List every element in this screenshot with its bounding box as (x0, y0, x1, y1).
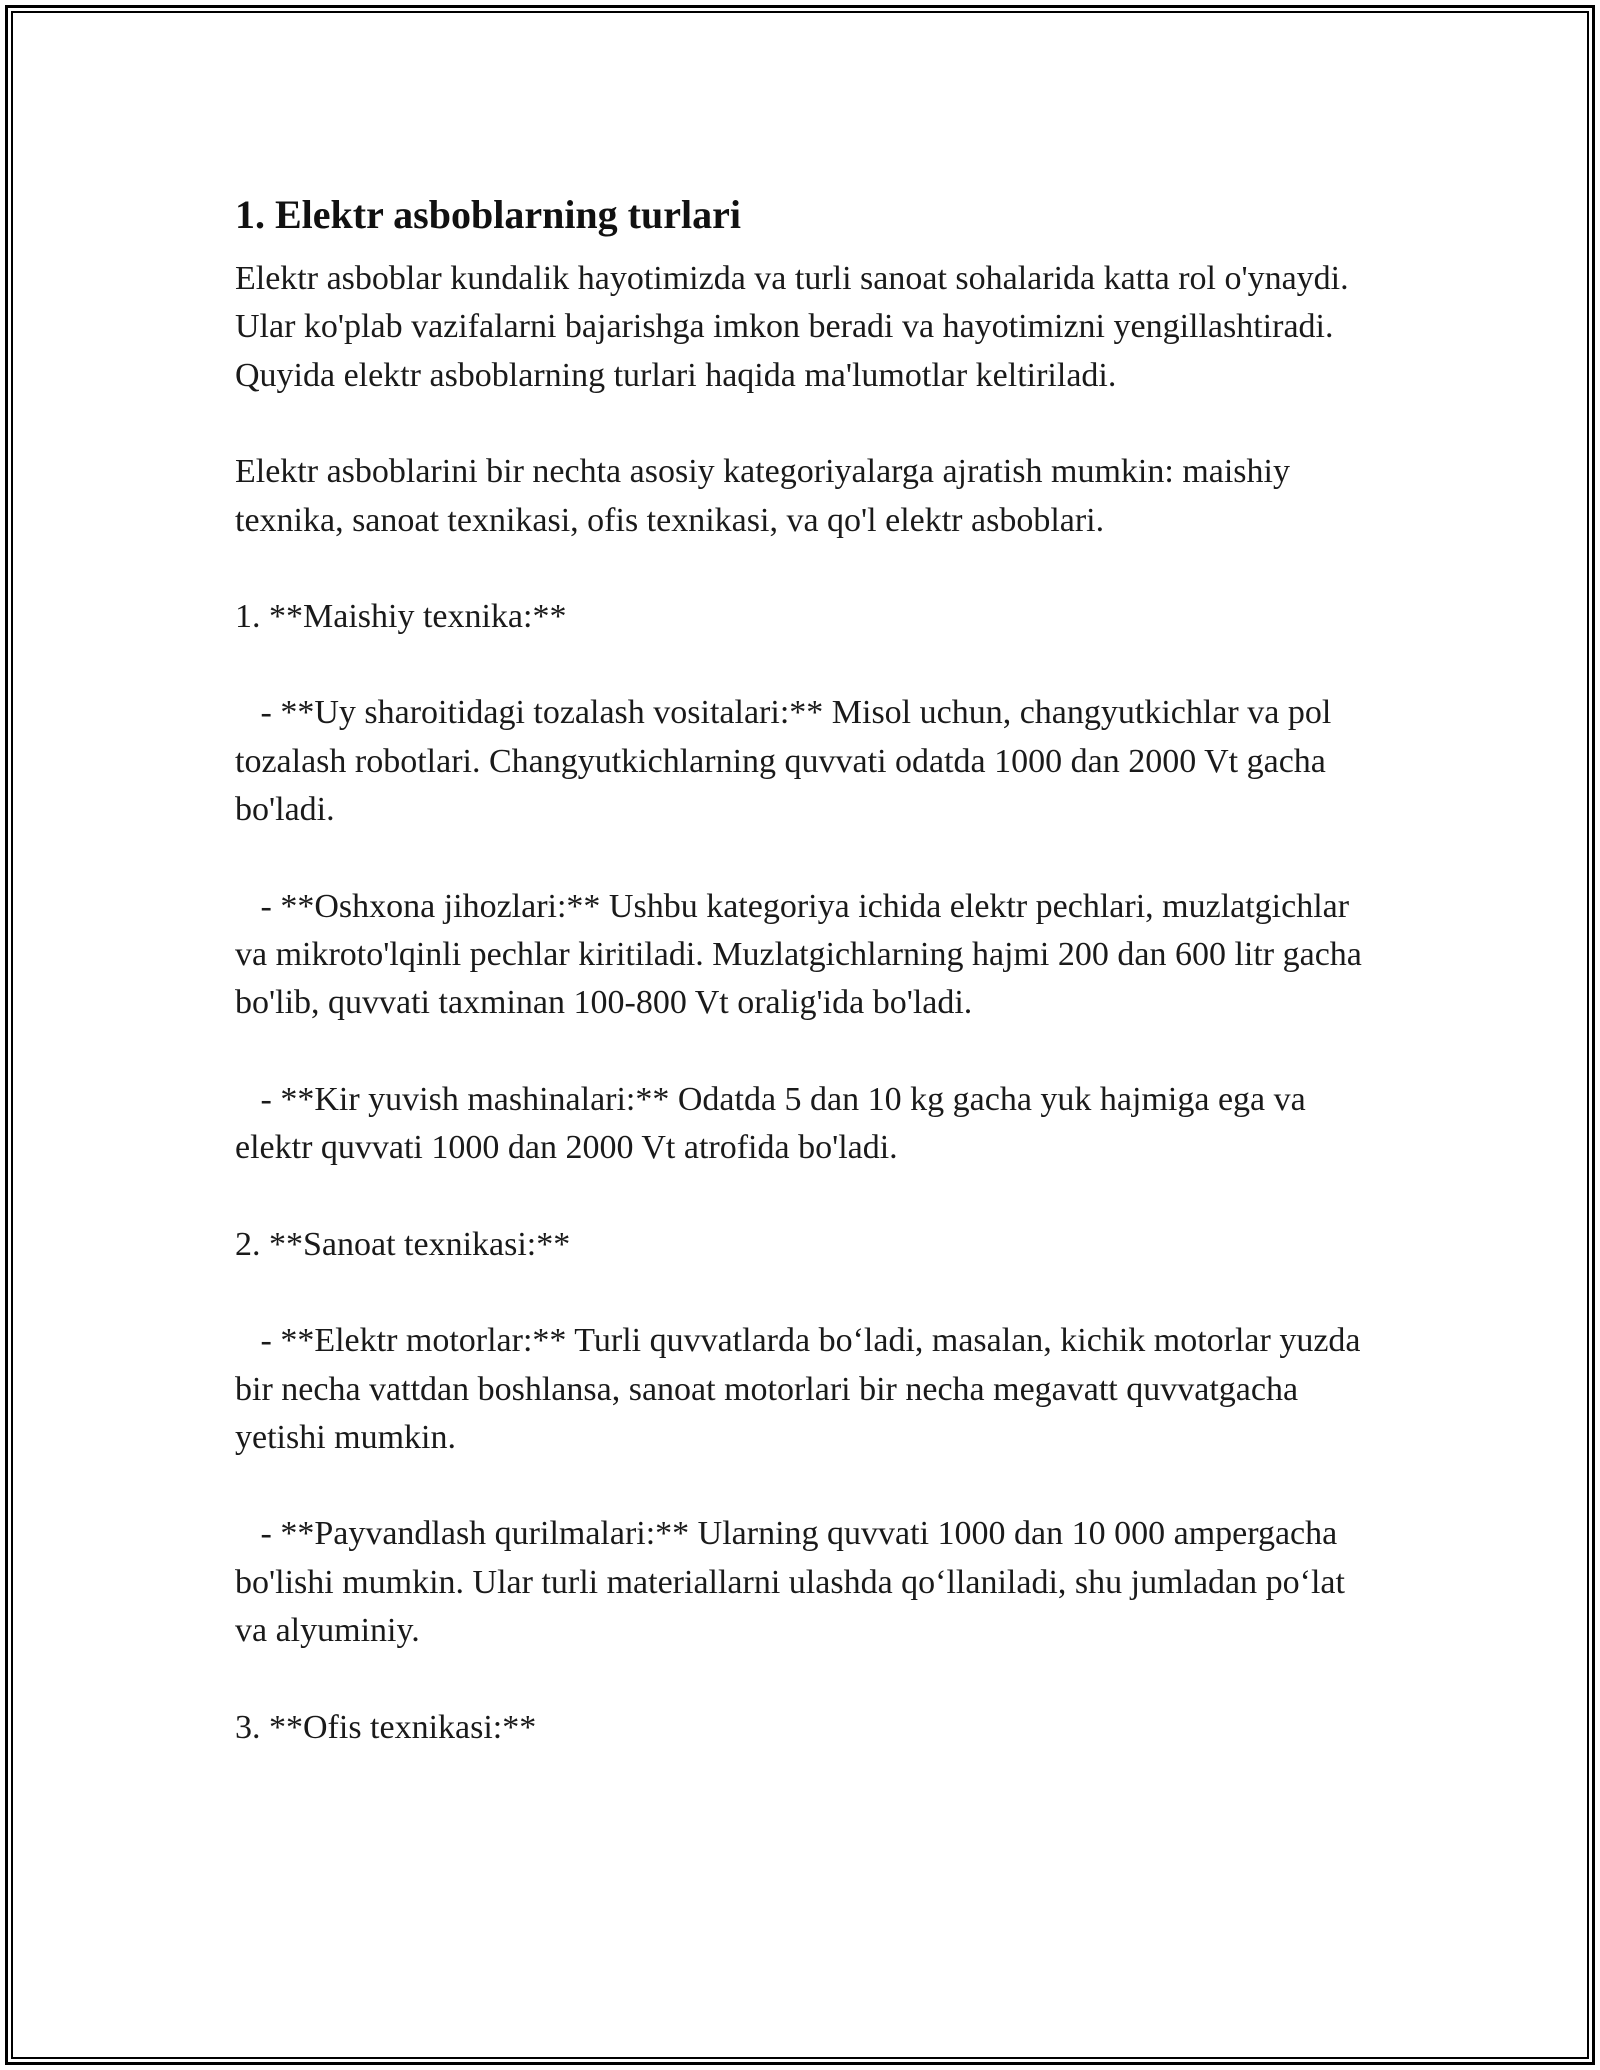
categories-paragraph: Elektr asboblarini bir nechta asosiy kategoriyalarga ajratish mumkin: maishiy texnika, sanoat texnikasi, ofis texnikasi, va qo'l elektr asboblari. (235, 453, 1299, 539)
section-heading-industrial: 2. **Sanoat texnikasi:** (235, 1225, 571, 1263)
intro-paragraph: Elektr asboblar kundalik hayotimizda va turli sanoat sohalarida katta rol o'ynaydi. Ular ko'plab vazifalarni bajarishga imkon beradi va hayotimizni yengillashtiradi. Quyida elektr asboblarning turlari haqida ma'lumotlar keltiriladi. (235, 260, 1358, 394)
list-item-motors: - **Elektr motorlar:** Turli quvvatlarda bo‘ladi, masalan, kichik motorlar yuzda bir necha vattdan boshlansa, sanoat motorlari bir necha megavatt quvvatgacha yetishi mumkin. (235, 1322, 1370, 1456)
document-title: 1. Elektr asboblarning turlari (235, 192, 741, 237)
document-body (235, 187, 1385, 1800)
list-item-welding: - **Payvandlash qurilmalari:** Ularning quvvati 1000 dan 10 000 ampergacha bo'lishi mumkin. Ular turli materiallarni ulashda qo‘llaniladi, shu jumladan po‘lat va alyuminiy. (235, 1515, 1354, 1650)
section-heading-household: 1. **Maishiy texnika:** (235, 598, 567, 636)
section-heading-office: 3. **Ofis texnikasi:** (235, 1708, 537, 1746)
list-item-cleaning: - **Uy sharoitidagi tozalash vositalari:** Misol uchun, changyutkichlar va pol tozalash robotlari. Changyutkichlarning quvvati odatda 1000 dan 2000 Vt gacha bo'ladi. (235, 694, 1340, 829)
list-item-washing: - **Kir yuvish mashinalari:** Odatda 5 dan 10 kg gacha yuk hajmiga ega va elektr quvvati 1000 dan 2000 Vt atrofida bo'ladi. (235, 1080, 1315, 1167)
list-item-kitchen: - **Oshxona jihozlari:** Ushbu kategoriya ichida elektr pechlari, muzlatgichlar va mikroto'lqinli pechlar kiritiladi. Muzlatgichlarning hajmi 200 dan 600 litr gacha bo'lib, quvvati taxminan 100-800 Vt oralig'ida bo'ladi. (235, 887, 1371, 1022)
